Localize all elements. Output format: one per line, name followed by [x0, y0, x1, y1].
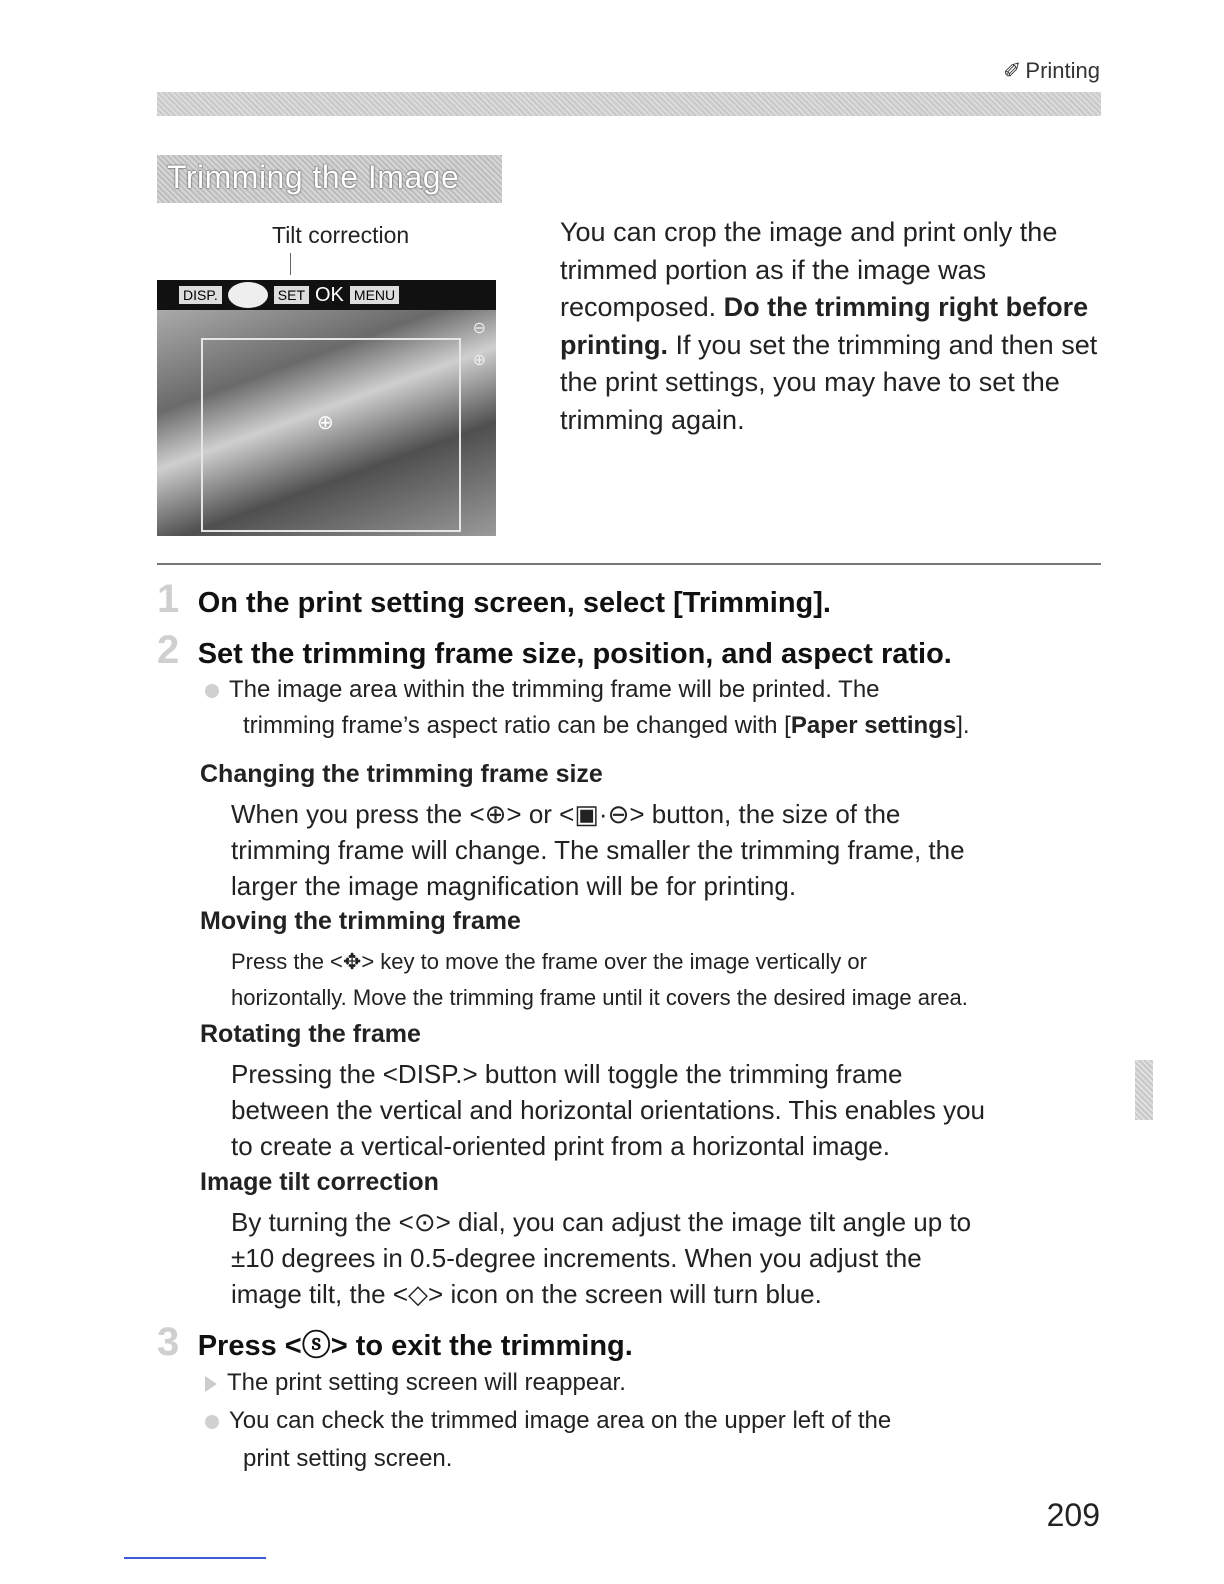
step-text: Set the trimming frame size, position, and aspect ratio. [197, 638, 952, 670]
zoom-icon: ⊖ [472, 320, 486, 337]
step-text: On the print setting screen, select [Trimming]. [197, 587, 831, 619]
camera-screen-image [157, 280, 496, 536]
subhead-rotate-frame: Rotating the frame [200, 1020, 421, 1048]
frame-center-icon: ⊕ [317, 412, 334, 434]
result-arrow-icon [205, 1376, 217, 1392]
divider [157, 563, 1101, 565]
page-number: 209 [1046, 1497, 1100, 1533]
subhead-tilt-correction: Image tilt correction [200, 1168, 439, 1196]
chapter-tab [1135, 1060, 1153, 1120]
subhead-move-frame: Moving the trimming frame [200, 907, 521, 935]
magnify-icon: ⊕ [472, 352, 486, 369]
step3-bullet: You can check the trimmed image area on the upper left of the [205, 1403, 891, 1439]
tilt-icon [228, 282, 268, 308]
step-2 [157, 628, 952, 673]
figure-caption: Tilt correction [272, 222, 410, 248]
step2-bullet: The image area within the trimming frame will be printed. The [205, 672, 880, 708]
set-tag: SET [274, 286, 309, 304]
body-line: image tilt, the <◇> icon on the screen will turn blue. [231, 1279, 822, 1309]
body-line: ±10 degrees in 0.5-degree increments. When you adjust the [231, 1243, 922, 1273]
step3-bullet-cont: print setting screen. [243, 1445, 453, 1472]
step2-bullet-cont: trimming frame’s aspect ratio can be changed with [Paper settings]. [243, 712, 970, 739]
step-number: 2 [157, 628, 180, 672]
step-1 [157, 577, 831, 622]
subhead-change-size: Changing the trimming frame size [200, 760, 603, 788]
body-line: between the vertical and horizontal orientations. This enables you [231, 1095, 985, 1125]
intro-bold: Do the trimming right before printing. [560, 292, 1089, 360]
body-line: By turning the <⊙> dial, you can adjust the image tilt angle up to [231, 1207, 972, 1237]
body-line: Press the <✥> key to move the frame over the image vertically or [231, 949, 867, 974]
step-3 [157, 1320, 633, 1365]
step3-result: The print setting screen will reappear. [205, 1365, 626, 1401]
section-title: Trimming the Image [157, 155, 502, 203]
step-number: 1 [157, 577, 180, 621]
step-number: 3 [157, 1320, 180, 1364]
screen-top-bar [157, 280, 496, 310]
caption-leader-line [290, 253, 291, 275]
bottom-link-line [124, 1557, 266, 1559]
body-line: trimming frame will change. The smaller the trimming frame, the [231, 835, 965, 865]
menu-tag: MENU [350, 286, 399, 304]
disp-tag: DISP. [179, 286, 222, 304]
bullet-icon [205, 1415, 219, 1429]
body-line: When you press the <⊕> or <▣·⊖> button, the size of the [231, 799, 901, 829]
body-line: to create a vertical-oriented print from a horizontal image. [231, 1131, 890, 1161]
printer-icon: ✐ [1002, 58, 1022, 83]
body-line: horizontally. Move the trimming frame until it covers the desired image area. [231, 985, 968, 1010]
body-line: larger the image magnification will be for printing. [231, 871, 797, 901]
body-line: Pressing the <DISP.> button will toggle the trimming frame [231, 1059, 903, 1089]
header-label: ✐ Printing [1002, 58, 1100, 83]
trimming-frame [201, 338, 461, 532]
bullet-icon [205, 684, 219, 698]
ok-label: OK [315, 283, 344, 306]
step-text: Press <ⓢ> to exit the trimming. [197, 1330, 633, 1362]
intro-paragraph: You can crop the image and print only the trimmed portion as if the image was recomposed. Do the trimming right before printing. If you set the trimming and then set the print settings, you may have to set the trimming again. [560, 217, 1098, 435]
header-band [157, 92, 1101, 116]
